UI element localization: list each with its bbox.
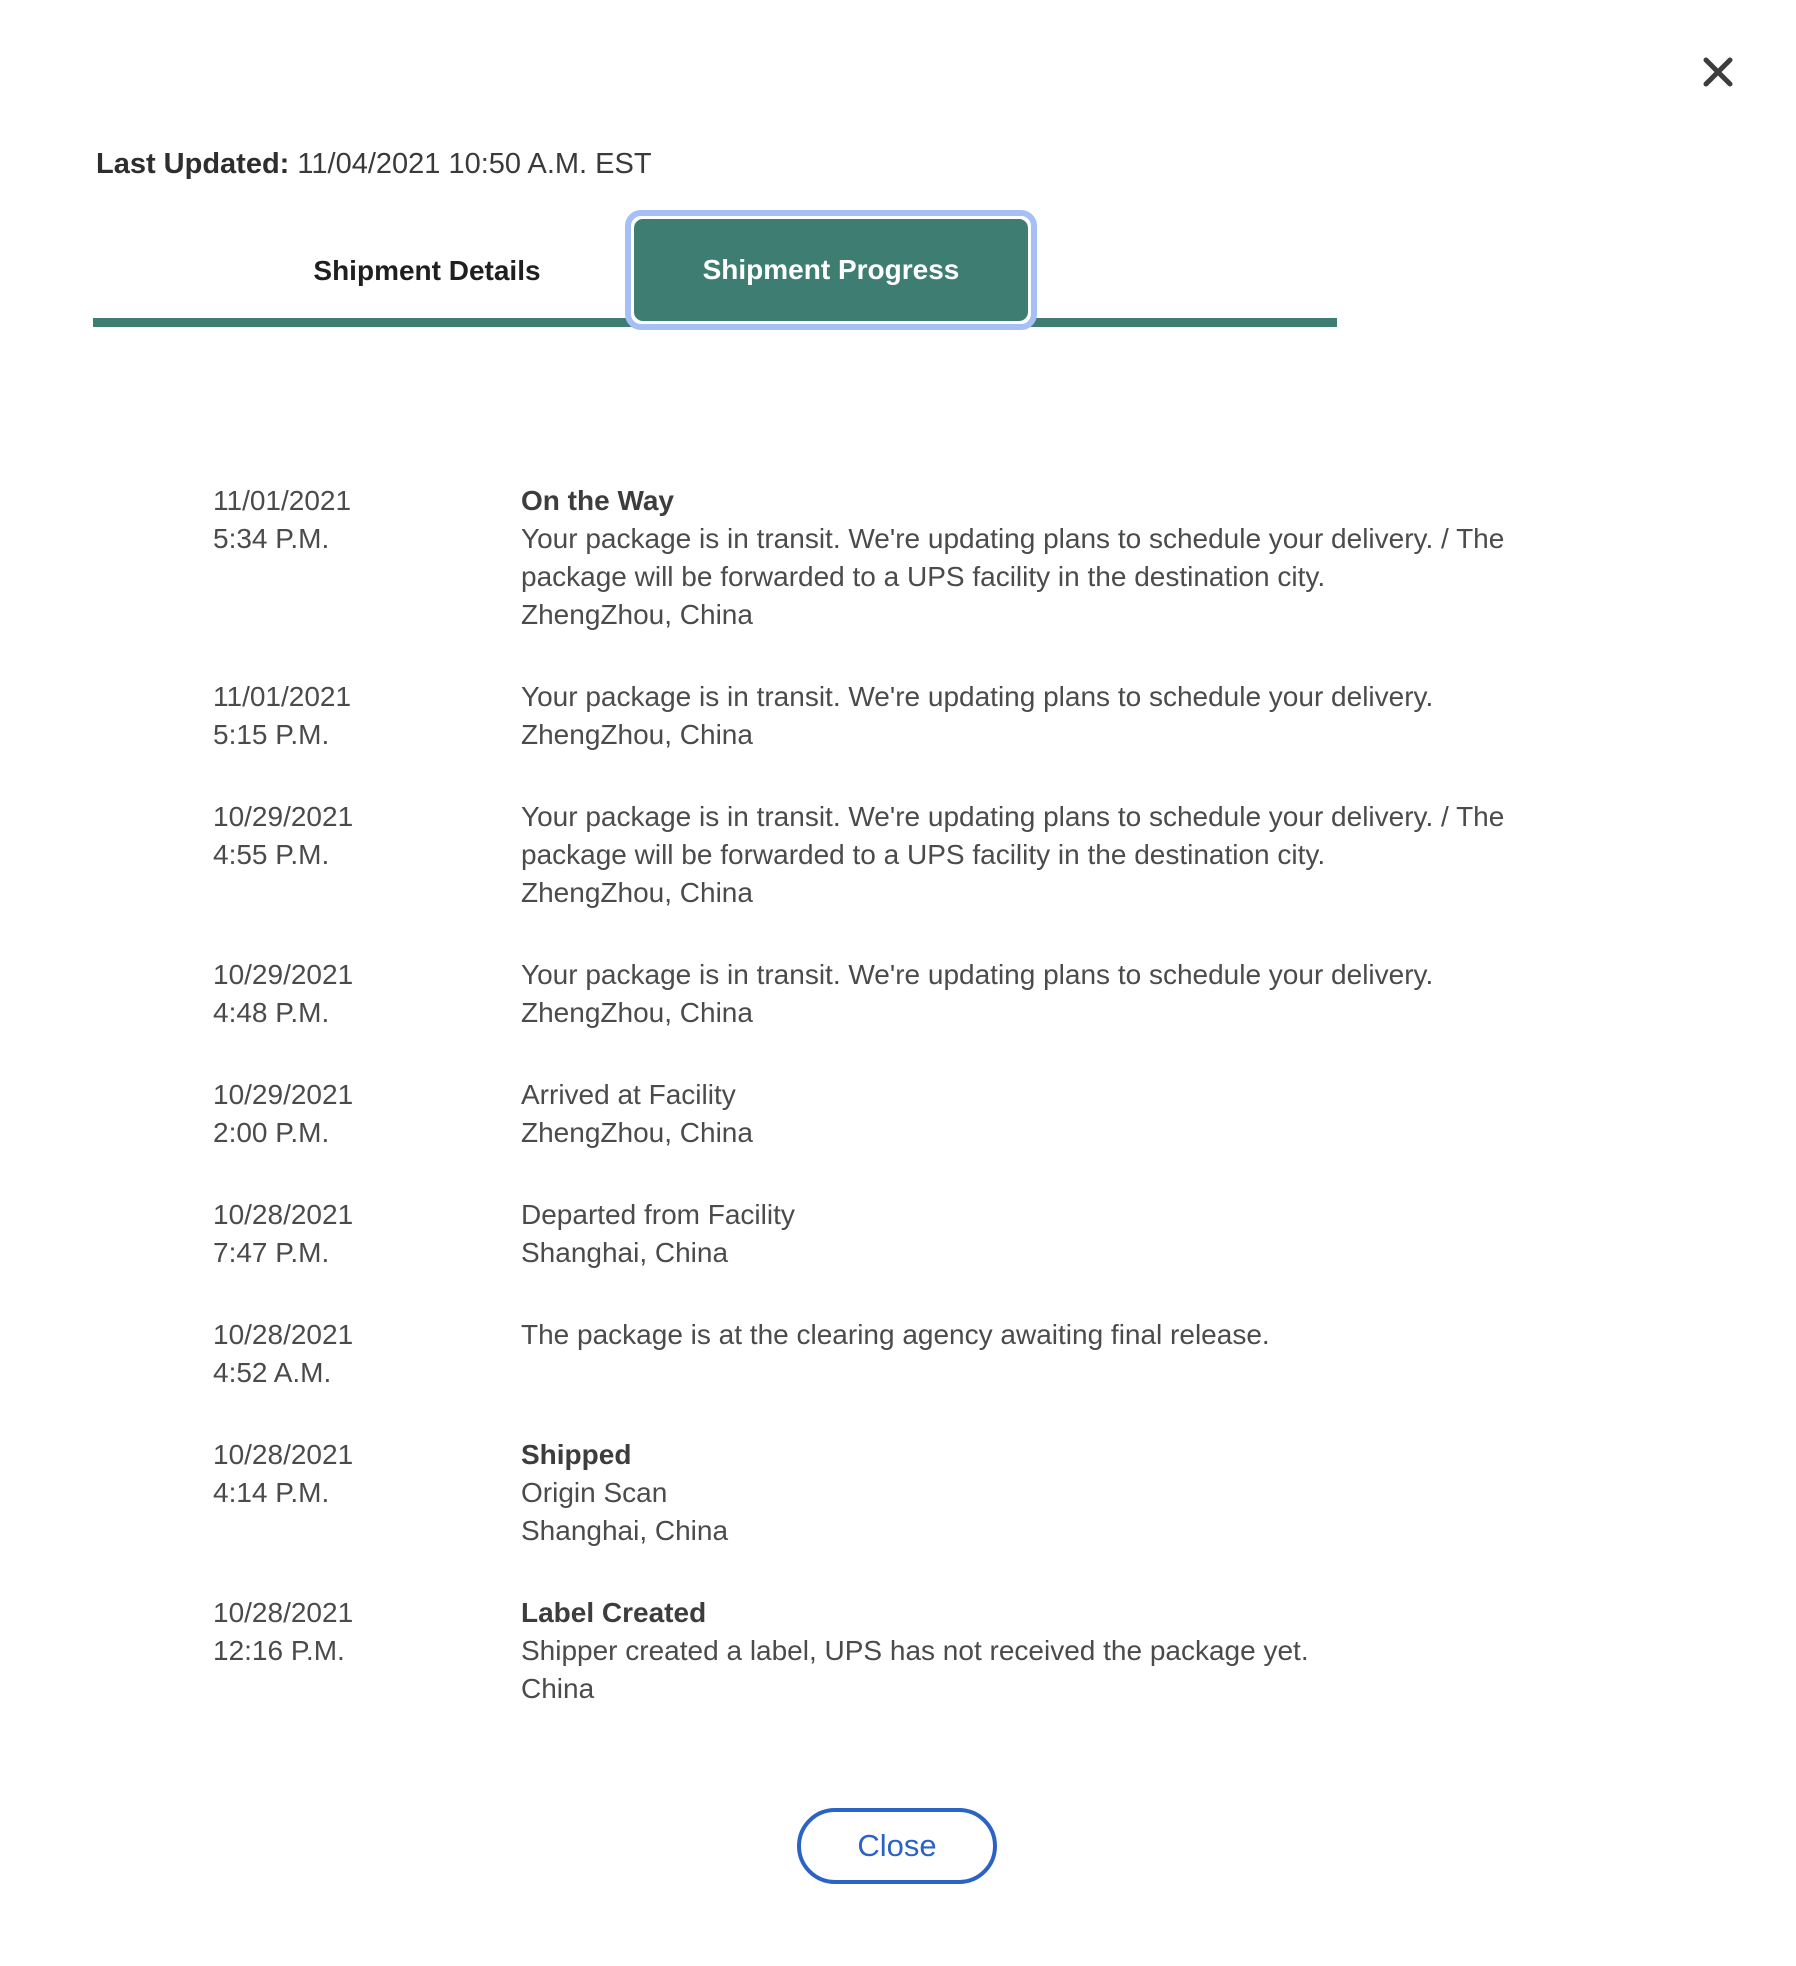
close-icon[interactable] bbox=[1696, 50, 1740, 94]
tab-shipment-progress-focus-ring bbox=[625, 210, 1037, 330]
event-when bbox=[213, 1436, 521, 1512]
shipment-event bbox=[213, 956, 1513, 1032]
event-description-line: Arrived at Facility bbox=[521, 1079, 736, 1110]
event-description-line: Your package is in transit. We're updating plans to schedule your delivery. / The package will be forwarded to a UPS facility in the destination city. bbox=[521, 801, 1505, 870]
event-when bbox=[213, 678, 521, 754]
shipment-events-list bbox=[213, 482, 1513, 1752]
event-time: 4:48 P.M. bbox=[213, 997, 330, 1028]
event-time: 5:34 P.M. bbox=[213, 523, 330, 554]
event-description-line: Departed from Facility bbox=[521, 1199, 795, 1230]
event-description-line: Shipper created a label, UPS has not received the package yet. bbox=[521, 1635, 1309, 1666]
close-button[interactable]: Close bbox=[797, 1808, 997, 1884]
event-time: 4:14 P.M. bbox=[213, 1477, 330, 1508]
event-date: 10/28/2021 bbox=[213, 1439, 354, 1470]
event-date: 11/01/2021 bbox=[213, 485, 352, 516]
last-updated-label: Last Updated: bbox=[96, 148, 290, 180]
event-time: 7:47 P.M. bbox=[213, 1237, 330, 1268]
event-date: 11/01/2021 bbox=[213, 681, 352, 712]
tab-bar bbox=[93, 210, 1337, 330]
event-info bbox=[521, 678, 1511, 754]
event-when bbox=[213, 1076, 521, 1152]
event-time: 4:55 P.M. bbox=[213, 839, 330, 870]
event-info bbox=[521, 798, 1511, 912]
event-when bbox=[213, 1316, 521, 1392]
event-info bbox=[521, 482, 1511, 634]
event-description-line: Shanghai, China bbox=[521, 1515, 729, 1546]
event-description-line: Your package is in transit. We're updating plans to schedule your delivery. bbox=[521, 959, 1434, 990]
tab-shipment-progress[interactable]: Shipment Progress bbox=[634, 219, 1028, 321]
event-date: 10/29/2021 bbox=[213, 959, 354, 990]
event-time: 5:15 P.M. bbox=[213, 719, 330, 750]
event-info bbox=[521, 956, 1511, 1032]
event-title: On the Way bbox=[521, 485, 674, 516]
event-description-line: China bbox=[521, 1673, 595, 1704]
event-info bbox=[521, 1196, 1511, 1272]
event-when bbox=[213, 482, 521, 558]
event-when bbox=[213, 1594, 521, 1670]
event-when bbox=[213, 1196, 521, 1272]
event-time: 12:16 P.M. bbox=[213, 1635, 345, 1666]
event-description-line: ZhengZhou, China bbox=[521, 1117, 753, 1148]
event-date: 10/28/2021 bbox=[213, 1319, 354, 1350]
event-description-line: Your package is in transit. We're updating plans to schedule your delivery. / The package will be forwarded to a UPS facility in the destination city. bbox=[521, 523, 1505, 592]
x-icon bbox=[1702, 56, 1734, 88]
event-date: 10/28/2021 bbox=[213, 1597, 354, 1628]
last-updated-value: 11/04/2021 10:50 A.M. EST bbox=[297, 148, 652, 180]
shipment-event bbox=[213, 1196, 1513, 1272]
event-description-line: ZhengZhou, China bbox=[521, 599, 753, 630]
shipment-event bbox=[213, 1594, 1513, 1708]
event-description-line: Origin Scan bbox=[521, 1477, 668, 1508]
last-updated bbox=[96, 148, 652, 181]
event-description-line: ZhengZhou, China bbox=[521, 877, 753, 908]
event-info bbox=[521, 1436, 1511, 1550]
event-description-line: ZhengZhou, China bbox=[521, 719, 753, 750]
event-when bbox=[213, 956, 521, 1032]
event-info bbox=[521, 1316, 1511, 1354]
shipment-event bbox=[213, 1076, 1513, 1152]
event-description-line: Your package is in transit. We're updating plans to schedule your delivery. bbox=[521, 681, 1434, 712]
event-title: Label Created bbox=[521, 1597, 707, 1628]
event-description-line: The package is at the clearing agency awaiting final release. bbox=[521, 1319, 1270, 1350]
event-date: 10/29/2021 bbox=[213, 1079, 354, 1110]
event-date: 10/28/2021 bbox=[213, 1199, 354, 1230]
shipment-event bbox=[213, 482, 1513, 634]
shipment-event bbox=[213, 1436, 1513, 1550]
shipment-event bbox=[213, 798, 1513, 912]
shipment-event bbox=[213, 1316, 1513, 1392]
event-date: 10/29/2021 bbox=[213, 801, 354, 832]
event-description-line: ZhengZhou, China bbox=[521, 997, 753, 1028]
event-description-line: Shanghai, China bbox=[521, 1237, 729, 1268]
event-time: 4:52 A.M. bbox=[213, 1357, 332, 1388]
event-info bbox=[521, 1076, 1511, 1152]
event-title: Shipped bbox=[521, 1439, 632, 1470]
shipment-event bbox=[213, 678, 1513, 754]
event-time: 2:00 P.M. bbox=[213, 1117, 330, 1148]
event-when bbox=[213, 798, 521, 874]
event-info bbox=[521, 1594, 1511, 1708]
tab-shipment-details[interactable]: Shipment Details bbox=[229, 219, 625, 322]
